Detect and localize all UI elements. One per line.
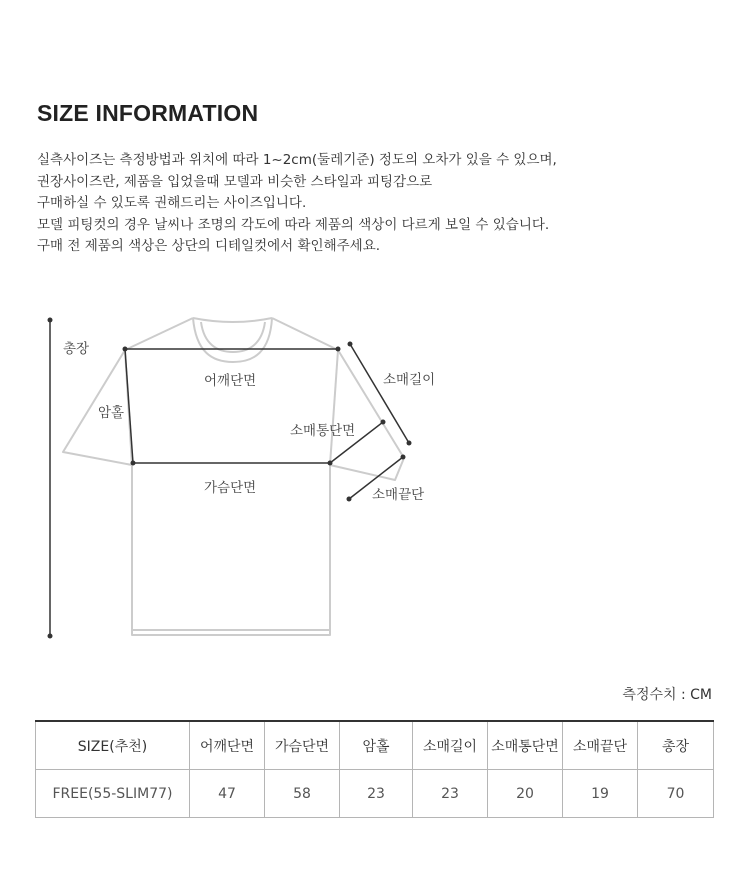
label-chest: 가슴단면 <box>204 480 257 496</box>
notice-line: 구매 전 제품의 색상은 상단의 디테일컷에서 확인해주세요. <box>37 238 381 254</box>
table-cell: 19 <box>563 770 638 818</box>
page-title: SIZE INFORMATION <box>37 100 259 126</box>
table-header-cell: 어깨단면 <box>190 721 265 770</box>
table-header-cell: 총장 <box>638 721 714 770</box>
table-cell: 70 <box>638 770 714 818</box>
unit-label: 측정수치 : CM <box>622 687 712 703</box>
chest-measure <box>133 461 333 466</box>
label-shoulder: 어깨단면 <box>204 373 257 389</box>
table-header-cell: 가슴단면 <box>265 721 340 770</box>
table-header-cell: SIZE(추천) <box>36 721 190 770</box>
table-cell: 23 <box>340 770 413 818</box>
table-header-cell: 소매끝단 <box>563 721 638 770</box>
shoulder-measure <box>123 347 341 352</box>
total-length-measure <box>48 318 53 639</box>
table-cell: 20 <box>488 770 563 818</box>
notice-line: 모델 피팅컷의 경우 날씨나 조명의 각도에 따라 제품의 색상이 다르게 보일 수 있습니다. <box>37 216 550 233</box>
collar-top <box>193 318 272 322</box>
label-armhole: 암홀 <box>98 405 125 421</box>
table-header-cell: 소매통단면 <box>488 721 563 770</box>
table-cell: 23 <box>413 770 488 818</box>
notice-line: 구매하실 수 있도록 권해드리는 사이즈입니다. <box>37 195 307 211</box>
notice-line: 실측사이즈는 측정방법과 위치에 따라 1~2cm(둘레기준) 정도의 오차가 있을 수 있으며, <box>37 152 557 168</box>
collar-inner <box>201 322 265 352</box>
table-cell: 58 <box>265 770 340 818</box>
label-total-length: 총장 <box>63 341 90 357</box>
collar-outer <box>193 318 272 362</box>
table-cell-size: FREE(55-SLIM77) <box>36 770 190 818</box>
tshirt-illustration <box>0 300 750 660</box>
size-table <box>35 720 714 818</box>
sleeve-length-measure <box>348 342 412 446</box>
table-row <box>36 770 714 818</box>
table-header-cell: 소매길이 <box>413 721 488 770</box>
label-sleeve-width: 소매통단면 <box>290 423 356 439</box>
table-header-row <box>36 721 714 770</box>
size-notice <box>37 150 717 258</box>
table-header-cell: 암홀 <box>340 721 413 770</box>
notice-line: 권장사이즈란, 제품을 입었을때 모델과 비슷한 스타일과 피팅감으로 <box>37 173 433 190</box>
label-sleeve-length: 소매길이 <box>383 372 436 388</box>
right-sleeve-seam <box>330 350 338 465</box>
label-sleeve-hem: 소매끝단 <box>372 487 425 503</box>
tshirt-measurement-diagram <box>0 300 750 660</box>
table-cell: 47 <box>190 770 265 818</box>
